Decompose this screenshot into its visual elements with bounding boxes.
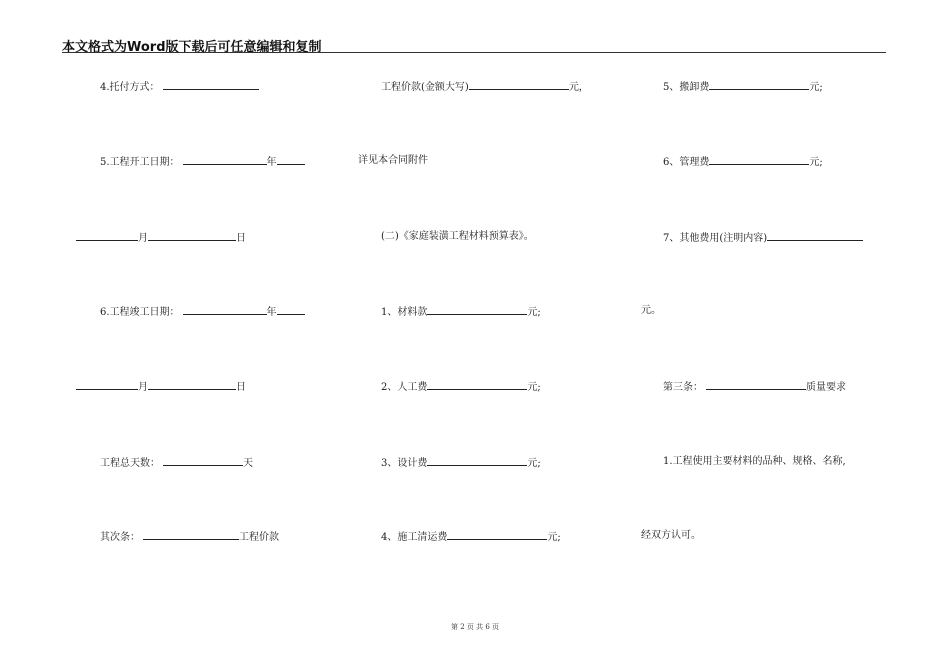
start-date-label: 5.工程开工日期： [100,157,180,168]
end-date-label: 6.工程竣工日期： [100,307,180,318]
start-year-label: 年 [266,157,277,168]
article-two-row [100,530,279,544]
labor-cost-row [381,380,541,394]
contract-price-row [381,80,589,94]
start-day-label: 日 [236,233,246,244]
page-number-footer: 第 2 页 共 6 页 [450,623,500,631]
management-cost-unit: 元; [809,157,823,168]
management-cost-label: 6、管理费 [663,157,710,168]
labor-cost-unit: 元; [527,382,541,393]
material-cost-row [381,305,541,319]
start-year-blank[interactable] [183,155,267,165]
moving-cost-row [663,80,823,94]
moving-cost-unit: 元; [809,82,823,93]
cleanup-cost-row [381,530,561,544]
start-date-row [100,155,305,169]
article-two-blank[interactable] [143,530,239,540]
total-days-label: 工程总天数： [100,458,160,469]
materials-spec-text: 1.工程使用主要材料的品种、规格、名称, [663,456,846,467]
total-days-row [100,456,253,470]
cleanup-cost-unit: 元; [547,532,561,543]
article-three-suffix: 质量要求 [806,382,846,393]
other-cost-blank[interactable] [767,231,863,241]
budget-table-text: (二)《家庭装潢工程材料预算表》。 [381,231,534,242]
payment-method-blank[interactable] [163,80,259,90]
start-day-blank[interactable] [148,231,236,241]
end-month-label: 月 [138,382,148,393]
design-cost-label: 3、设计费 [381,458,428,469]
other-cost-label: 7、其他费用(注明内容) [663,233,768,244]
header-rule [62,52,886,53]
contract-price-unit: 元， [568,82,589,93]
article-three-row [663,380,846,394]
material-cost-label: 1、材料款 [381,307,428,318]
start-month-blank[interactable] [277,155,305,165]
other-cost-row [663,231,863,245]
yuan-end-text: 元。 [641,305,661,316]
article-two-suffix: 工程价款 [239,532,279,543]
labor-cost-blank[interactable] [427,380,527,390]
end-date-cont-row [76,380,246,394]
see-appendix-text: 详见本合同附件 [358,155,428,166]
material-cost-unit: 元; [527,307,541,318]
management-cost-row [663,155,823,169]
total-days-unit: 天 [243,458,253,469]
cleanup-cost-label: 4、施工清运费 [381,532,448,543]
end-year-blank[interactable] [183,305,267,315]
design-cost-unit: 元; [527,458,541,469]
end-year-label: 年 [266,307,277,318]
moving-cost-label: 5、搬卸费 [663,82,710,93]
payment-method-label: 4.托付方式： [100,82,160,93]
start-month-blank-2[interactable] [76,231,138,241]
end-date-row [100,305,305,319]
start-date-cont-row [76,231,246,245]
total-days-blank[interactable] [163,456,243,466]
end-month-blank[interactable] [277,305,305,315]
mutual-approval-text: 经双方认可。 [641,530,701,541]
cleanup-cost-blank[interactable] [447,530,547,540]
article-three-label: 第三条： [663,382,703,393]
contract-price-label: 工程价款(金额大写) [381,82,469,93]
management-cost-blank[interactable] [709,155,809,165]
contract-price-blank[interactable] [469,80,569,90]
labor-cost-label: 2、人工费 [381,382,428,393]
moving-cost-blank[interactable] [709,80,809,90]
material-cost-blank[interactable] [427,305,527,315]
design-cost-blank[interactable] [427,456,527,466]
end-day-blank[interactable] [148,380,236,390]
end-month-blank-2[interactable] [76,380,138,390]
document-header: 本文格式为Word版下载后可任意编辑和复制 [62,40,322,55]
article-two-label: 其次条： [100,532,140,543]
end-day-label: 日 [236,382,246,393]
start-month-label: 月 [138,233,148,244]
article-three-blank[interactable] [706,380,806,390]
payment-method-row [100,80,259,94]
design-cost-row [381,456,541,470]
